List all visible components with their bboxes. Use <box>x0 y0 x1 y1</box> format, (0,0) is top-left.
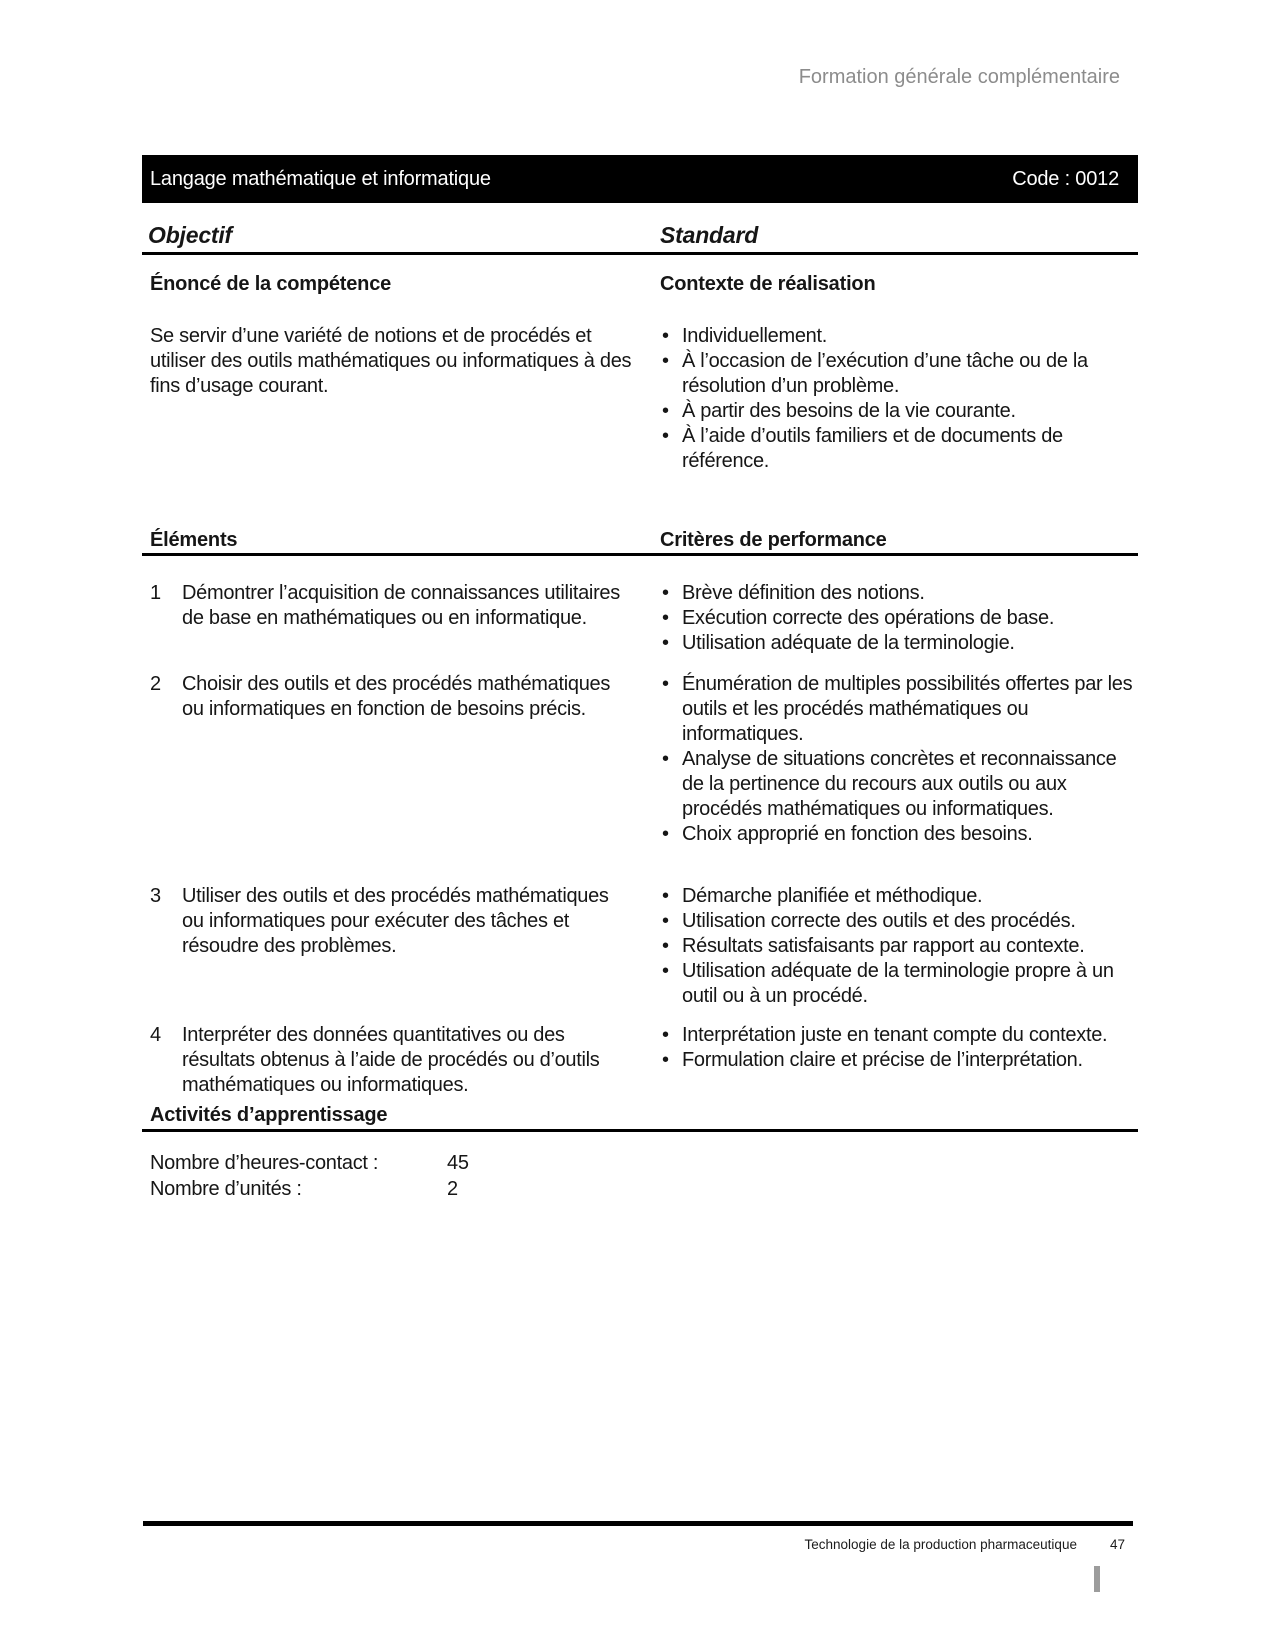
criteria-bullet: • Énumération de multiples possibilités offertes par les outils et les procédés mathématiques ou informatiques. <box>660 672 1138 747</box>
criteria-bullet: • Interprétation juste en tenant compte du contexte. <box>660 1023 1138 1048</box>
elements-criteria-headings-row <box>142 528 1138 556</box>
element-row-1 <box>142 581 1138 656</box>
contexte-bullet: • Individuellement. <box>660 324 1138 349</box>
criteria-list-4 <box>660 1023 1138 1073</box>
hours-row <box>150 1150 1138 1176</box>
criteria-bullet: • Exécution correcte des opérations de base. <box>660 606 1138 631</box>
course-title: Langage mathématique et informatique <box>150 167 491 190</box>
element-text: Choisir des outils et des procédés mathématiques ou informatiques en fonction de besoins précis. <box>182 673 611 720</box>
criteria-bullet: • Utilisation correcte des outils et des procédés. <box>660 909 1138 934</box>
criteria-list-3 <box>660 884 1138 1009</box>
contexte-bullet: • À partir des besoins de la vie courante. <box>660 399 1138 424</box>
criteria-bullet: • Analyse de situations concrètes et reconnaissance de la pertinence du recours aux outils ou aux procédés mathématiques ou informatiques. <box>660 747 1138 822</box>
running-header: Formation générale complémentaire <box>798 66 1120 88</box>
footer-text <box>143 1537 1125 1552</box>
competence-content-row <box>142 324 1138 474</box>
contexte-bullet: • À l’occasion de l’exécution d’une tâche ou de la résolution d’un problème. <box>660 349 1138 399</box>
element-row-3 <box>142 884 1138 1009</box>
course-code: Code : 0012 <box>1012 167 1119 190</box>
units-row <box>150 1176 1138 1202</box>
footer-rule <box>143 1521 1133 1526</box>
contexte-bullet: • À l’aide d’outils familiers et de documents de référence. <box>660 424 1138 474</box>
hours-label: Nombre d’heures-contact : <box>150 1152 379 1174</box>
edge-marker <box>1094 1566 1100 1592</box>
objectif-column-header: Objectif <box>148 222 233 248</box>
units-value: 2 <box>447 1178 458 1200</box>
element-row-4 <box>142 1023 1138 1098</box>
standard-column-header: Standard <box>660 222 759 248</box>
element-text: Utiliser des outils et des procédés mathématiques ou informatiques pour exécuter des tâches et résoudre des problèmes. <box>182 885 609 957</box>
activities-heading: Activités d’apprentissage <box>142 1103 1138 1132</box>
competence-statement: Se servir d’une variété de notions et de procédés et utiliser des outils mathématiques ou informatiques à des fins d’usage courant. <box>150 325 632 397</box>
elements-heading: Éléments <box>150 529 238 551</box>
competence-headings-row <box>142 272 1138 296</box>
criteria-bullet: • Résultats satisfaisants par rapport au contexte. <box>660 934 1138 959</box>
criteria-list-2 <box>660 672 1138 847</box>
activities-table <box>142 1150 1138 1202</box>
criteria-bullet: • Choix approprié en fonction des besoins. <box>660 822 1138 847</box>
contexte-bullet-list <box>660 324 1138 474</box>
criteria-bullet: • Utilisation adéquate de la terminologie. <box>660 631 1138 656</box>
element-text: Démontrer l’acquisition de connaissances utilitaires de base en mathématiques ou en informatique. <box>182 582 620 629</box>
criteria-bullet: • Formulation claire et précise de l’interprétation. <box>660 1048 1138 1073</box>
criteria-bullet: • Utilisation adéquate de la terminologie propre à un outil ou à un procédé. <box>660 959 1138 1009</box>
element-row-2 <box>142 672 1138 847</box>
criteria-bullet: • Démarche planifiée et méthodique. <box>660 884 1138 909</box>
footer-program-name: Technologie de la production pharmaceutique <box>804 1537 1077 1552</box>
hours-value: 45 <box>447 1152 469 1174</box>
criteria-list-1 <box>660 581 1138 656</box>
page-number: 47 <box>1109 1537 1125 1552</box>
element-number: 3 <box>150 885 161 907</box>
element-number: 1 <box>150 582 161 604</box>
criteres-heading: Critères de performance <box>660 529 887 551</box>
element-number: 2 <box>150 673 161 695</box>
element-text: Interpréter des données quantitatives ou des résultats obtenus à l’aide de procédés ou d’outils mathématiques ou informatiques. <box>182 1024 600 1096</box>
contexte-heading: Contexte de réalisation <box>660 273 876 295</box>
units-label: Nombre d’unités : <box>150 1178 302 1200</box>
enonce-heading: Énoncé de la compétence <box>150 273 392 295</box>
element-number: 4 <box>150 1024 161 1046</box>
course-title-bar <box>142 155 1138 203</box>
criteria-bullet: • Brève définition des notions. <box>660 581 1138 606</box>
activities-section <box>142 1103 1138 1202</box>
column-headers-row <box>142 222 1138 255</box>
